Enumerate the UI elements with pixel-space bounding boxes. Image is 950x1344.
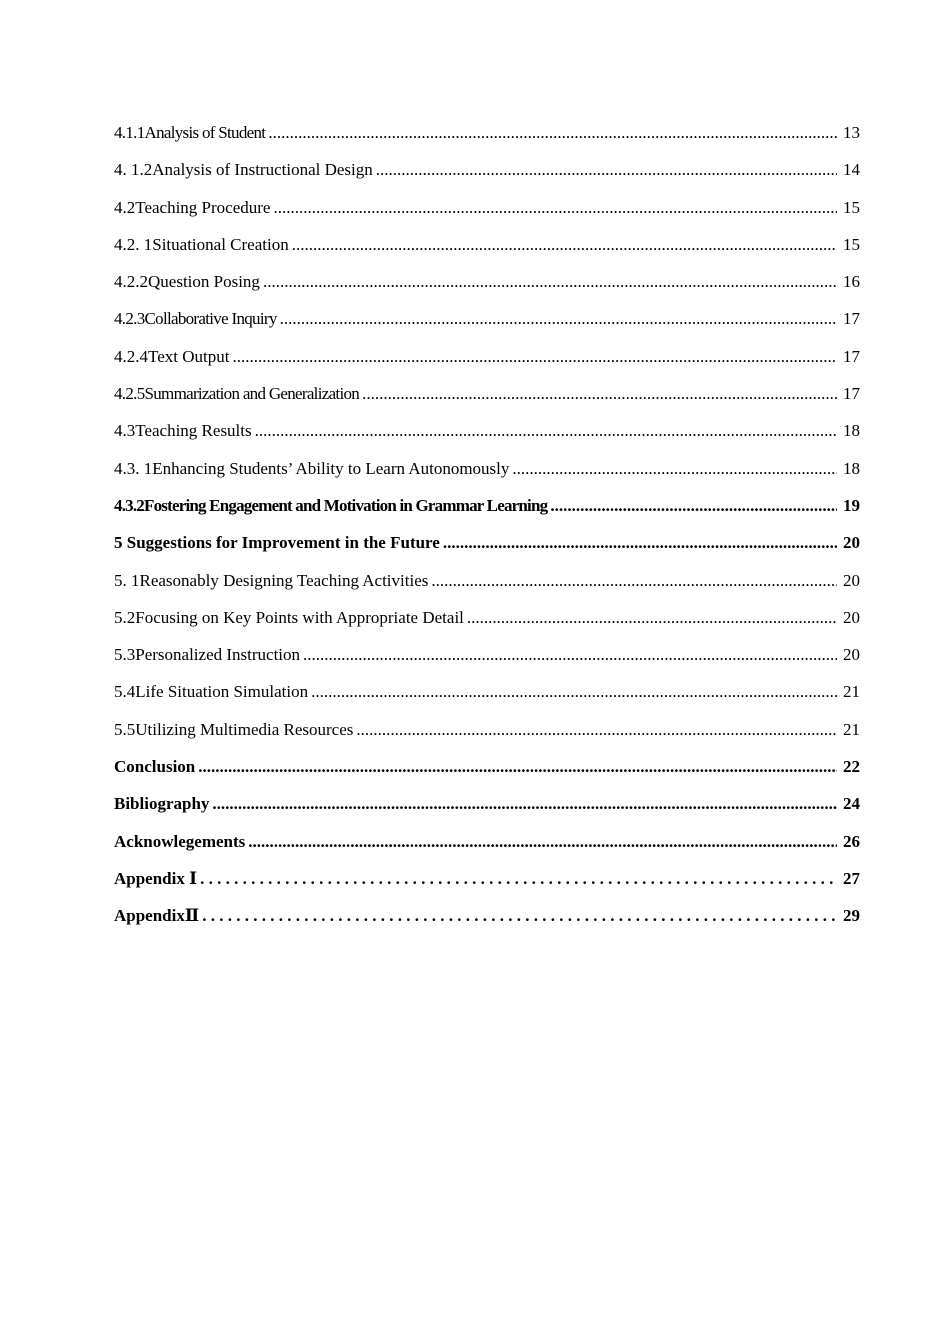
toc-page-number: 20 [843,570,860,590]
toc-entry-label: 5. 1Reasonably Designing Teaching Activities [114,570,429,590]
toc-dot-leader [311,677,837,707]
toc-entry-label: 4.1.1Analysis of Student [114,123,266,142]
toc-entry-label: 4.2.5Summarization and Generalization [114,384,360,404]
toc-page-number: 20 [843,645,860,665]
toc-dot-leader [550,491,837,521]
toc-page-number: 14 [843,160,860,180]
toc-dot-leader [200,864,837,894]
toc-entry-label: Conclusion [114,757,196,777]
toc-entry-label: 4.2.3Collaborative Inquiry [114,309,277,329]
toc-entry[interactable] [114,864,860,901]
toc-entry[interactable] [114,901,860,938]
toc-entry-label: 5.2Focusing on Key Points with Appropriate Detail [114,607,464,627]
toc-dot-leader [212,789,837,819]
toc-entry-label: 5.4Life Situation Simulation [114,682,309,702]
toc-entry-label: 4.3.2Fostering Engagement and Motivation in Grammar Learning [114,495,548,515]
toc-entry[interactable] [114,715,860,752]
toc-entry-label: 4. 1.2Analysis of Instructional Design [114,160,373,180]
toc-dot-leader [273,193,837,223]
toc-dot-leader [232,342,837,372]
toc-dot-leader [280,304,837,334]
toc-entry[interactable] [114,454,860,491]
toc-page-number: 20 [843,533,860,553]
toc-page-number: 18 [843,421,860,441]
toc-dot-leader [467,603,837,633]
toc-page-number: 24 [843,794,860,814]
toc-page-number: 27 [843,868,860,888]
toc-dot-leader [362,379,837,409]
toc-dot-leader [263,267,837,297]
toc-entry-label: 4.3Teaching Results [114,421,252,441]
toc-dot-leader [443,528,837,558]
toc-entry[interactable] [114,491,860,528]
toc-entry-label: 4.2.4Text Output [114,346,230,366]
toc-page-number: 17 [843,346,860,366]
toc-dot-leader [376,155,837,185]
toc-dot-leader [268,118,837,148]
toc-entry[interactable] [114,230,860,267]
toc-entry[interactable] [114,155,860,192]
toc-page-number: 20 [843,607,860,627]
toc-page-number: 15 [843,197,860,217]
toc-entry-label: 4.2. 1Situational Creation [114,234,289,254]
toc-entry[interactable] [114,566,860,603]
toc-entry-label: Bibliography [114,794,210,814]
toc-entry[interactable] [114,379,860,416]
toc-page-number: 19 [843,495,860,515]
toc-entry[interactable] [114,193,860,230]
toc-entry[interactable] [114,342,860,379]
toc-page-number: 26 [843,831,860,851]
toc-page-number: 21 [843,719,860,739]
toc-entry[interactable] [114,640,860,677]
toc-dot-leader [248,827,837,857]
toc-entry-label: 4.2Teaching Procedure [114,197,271,217]
toc-dot-leader [255,416,837,446]
toc-entry[interactable] [114,789,860,826]
toc-entry-label: 4.3. 1Enhancing Students’ Ability to Learn Autonomously [114,458,510,478]
toc-dot-leader [431,566,837,596]
toc-dot-leader [303,640,837,670]
toc-page-number: 21 [843,682,860,702]
toc-dot-leader [356,715,837,745]
toc-entry[interactable] [114,752,860,789]
toc-entry[interactable] [114,304,860,341]
toc-entry[interactable] [114,118,860,155]
toc-dot-leader [202,901,837,931]
toc-entry[interactable] [114,528,860,565]
toc-entry-label: 5.5Utilizing Multimedia Resources [114,719,354,739]
toc-entry[interactable] [114,603,860,640]
toc-entry[interactable] [114,827,860,864]
table-of-contents [114,118,860,939]
toc-dot-leader [198,752,837,782]
toc-entry-label: 5.3Personalized Instruction [114,645,301,665]
toc-page-number: 17 [843,384,860,404]
toc-dot-leader [292,230,837,260]
toc-entry[interactable] [114,416,860,453]
toc-page-number: 18 [843,458,860,478]
toc-page-number: 22 [843,757,860,777]
toc-page-number: 13 [843,123,860,142]
toc-page-number: 15 [843,234,860,254]
toc-page-number: 29 [843,906,860,926]
toc-entry-label: AppendixⅡ [114,906,200,926]
toc-entry-label: Acknowlegements [114,831,246,851]
toc-page-number: 16 [843,272,860,292]
toc-entry-label: 4.2.2Question Posing [114,272,260,292]
toc-page-number: 17 [843,309,860,329]
toc-dot-leader [512,454,837,484]
toc-entry[interactable] [114,677,860,714]
toc-entry-label: 5 Suggestions for Improvement in the Future [114,533,440,553]
toc-entry-label: Appendix Ⅰ [114,868,198,888]
toc-entry[interactable] [114,267,860,304]
